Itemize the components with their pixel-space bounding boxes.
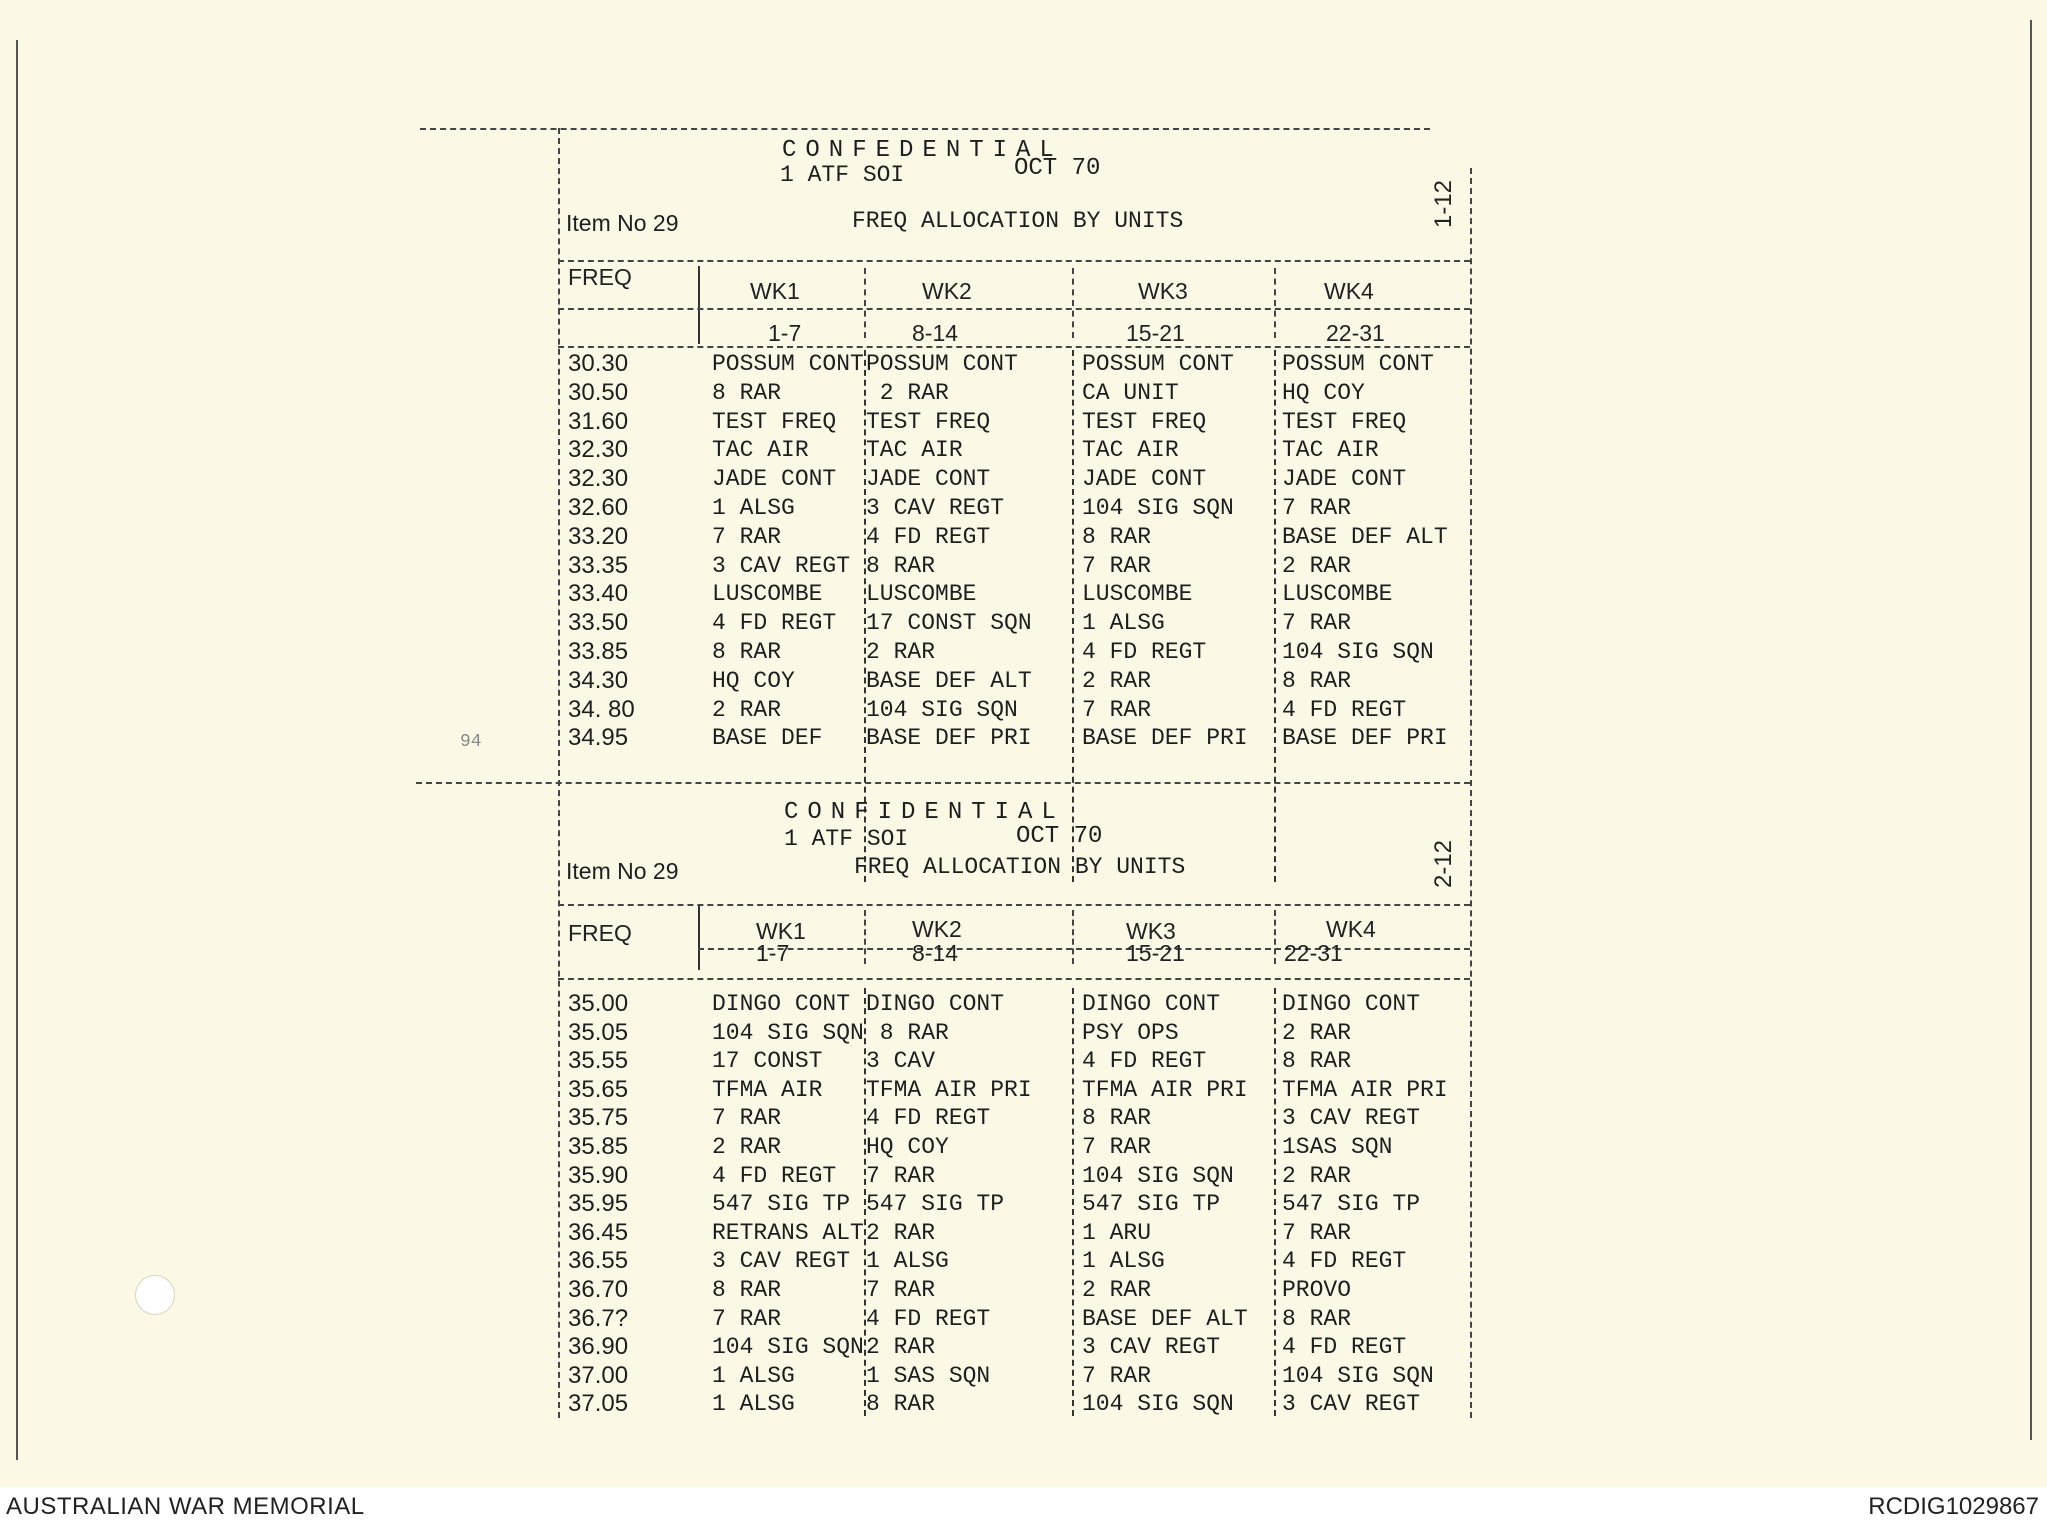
wk4-cell: 4 FD REGT: [1282, 696, 1407, 723]
freq-cell: 35.85: [568, 1133, 629, 1160]
col-divider-1: [698, 906, 700, 970]
wk3-cell: TAC AIR: [1082, 437, 1179, 464]
table-row: [420, 696, 1470, 725]
wk2-cell: 2 RAR: [866, 639, 936, 665]
freq-cell: 35.55: [568, 1047, 629, 1075]
freq-cell: 32.30: [568, 436, 629, 464]
wk3-cell: POSSUM CONT: [1082, 351, 1234, 377]
table-row: [420, 1162, 1470, 1191]
wk3-cell: 7 RAR: [1082, 696, 1152, 723]
wk4-cell: JADE CONT: [1282, 466, 1407, 493]
wk3-cell: 1 ALSG: [1082, 1248, 1165, 1275]
table-row: [420, 436, 1470, 465]
range-1: 1-7: [768, 320, 802, 346]
table-row: [420, 1247, 1470, 1276]
wk3-cell: LUSCOMBE: [1082, 581, 1193, 608]
wk2-cell: 547 SIG TP: [866, 1191, 1005, 1218]
range-2: 8-14: [912, 320, 959, 346]
wk3-cell: 7 RAR: [1082, 552, 1152, 579]
col-divider-2: [864, 268, 866, 338]
wk2-cell: 17 CONST SQN: [866, 610, 1032, 637]
wk3-cell: 1 ARU: [1082, 1219, 1152, 1246]
wk1-cell: TFMA AIR: [712, 1076, 823, 1103]
wk4-cell: 2 RAR: [1282, 1019, 1352, 1046]
table-row: [420, 1305, 1470, 1334]
col-divider-3: [1072, 268, 1074, 338]
wk3-cell: 104 SIG SQN: [1082, 1391, 1234, 1418]
date-label: OCT 70: [1014, 155, 1101, 182]
freq-cell: 36.90: [568, 1333, 629, 1361]
wk3-cell: BASE DEF ALT: [1082, 1305, 1248, 1332]
wk4-cell: TAC AIR: [1282, 437, 1379, 464]
wk1-cell: 1 ALSG: [712, 495, 795, 521]
week-4-header: WK4: [1326, 916, 1376, 942]
wk3-cell: 104 SIG SQN: [1082, 1162, 1234, 1189]
freq-column-header: FREQ: [568, 920, 632, 946]
wk3-cell: 4 FD REGT: [1082, 1048, 1207, 1075]
item-number: Item No 29: [566, 210, 679, 236]
wk4-cell: 1SAS SQN: [1282, 1134, 1393, 1160]
table-title: FREQ ALLOCATION BY UNITS: [852, 208, 1184, 234]
wk1-cell: 8 RAR: [712, 1277, 782, 1303]
punch-hole: [135, 1275, 175, 1315]
table-row: [420, 1190, 1470, 1219]
wk2-cell: 1 ALSG: [866, 1248, 949, 1275]
wk2-cell: HQ COY: [866, 1134, 949, 1160]
wk4-cell: 4 FD REGT: [1282, 1334, 1407, 1361]
wk1-cell: 104 SIG SQN: [712, 1334, 864, 1361]
range-4: 22-31: [1284, 940, 1343, 966]
freq-cell: 36.70: [568, 1276, 629, 1303]
table-row: [420, 523, 1470, 552]
freq-cell: 34.95: [568, 724, 629, 752]
wk3-cell: 2 RAR: [1082, 667, 1152, 694]
wk2-cell: 104 SIG SQN: [866, 696, 1018, 723]
wk1-cell: 17 CONST: [712, 1048, 823, 1075]
wk4-cell: 3 CAV REGT: [1282, 1105, 1421, 1132]
wk4-cell: 8 RAR: [1282, 1048, 1352, 1075]
wk3-cell: CA UNIT: [1082, 379, 1179, 406]
col-divider-4: [1274, 268, 1276, 338]
wk2-cell: 3 CAV REGT: [866, 495, 1005, 521]
wk2-cell: 4 FD REGT: [866, 1105, 991, 1132]
wk3-cell: JADE CONT: [1082, 466, 1207, 493]
classification-heading: CONFEDENTIAL: [782, 137, 1063, 164]
wk4-cell: 104 SIG SQN: [1282, 639, 1434, 665]
freq-cell: 33.35: [568, 551, 629, 579]
wk2-cell: LUSCOMBE: [866, 581, 977, 608]
table-row: [420, 1362, 1470, 1391]
wk1-cell: RETRANS ALT: [712, 1219, 864, 1246]
wk4-cell: 2 RAR: [1282, 1162, 1352, 1189]
table-row: [420, 494, 1470, 523]
wk3-cell: 7 RAR: [1082, 1134, 1152, 1160]
table-row: [420, 1133, 1470, 1162]
week-3-header: WK3: [1126, 918, 1176, 944]
table-row: [420, 1076, 1470, 1105]
wk3-cell: 547 SIG TP: [1082, 1191, 1221, 1218]
table-row: [420, 1276, 1470, 1305]
wk1-cell: 1 ALSG: [712, 1362, 795, 1389]
wk2-cell: 8 RAR: [866, 1019, 949, 1046]
wk4-cell: TFMA AIR PRI: [1282, 1076, 1448, 1103]
table-row: [420, 1333, 1470, 1362]
table-row: [420, 724, 1470, 753]
table-row: [420, 1219, 1470, 1248]
col-divider-4: [1274, 910, 1276, 964]
wk1-cell: 547 SIG TP: [712, 1191, 851, 1218]
wk4-cell: BASE DEF ALT: [1282, 523, 1448, 550]
classification-heading: CONFIDENTIAL: [784, 799, 1065, 826]
wk1-cell: 104 SIG SQN: [712, 1019, 864, 1046]
wk3-cell: 2 RAR: [1082, 1277, 1152, 1303]
range-1: 1-7: [756, 940, 790, 966]
soi-sheet: [420, 128, 1470, 1418]
week-3-header: WK3: [1138, 278, 1188, 304]
wk1-cell: 4 FD REGT: [712, 610, 837, 637]
wk2-cell: TAC AIR: [866, 437, 963, 464]
archive-footer: [0, 1487, 2047, 1522]
wk4-cell: 2 RAR: [1282, 552, 1352, 579]
header-rule-top: [558, 260, 1470, 262]
freq-cell: 37.05: [568, 1390, 629, 1418]
wk1-cell: 2 RAR: [712, 1134, 782, 1160]
freq-column-header: FREQ: [568, 264, 632, 290]
wk3-cell: BASE DEF PRI: [1082, 725, 1248, 752]
table-row: [420, 1019, 1470, 1048]
freq-cell: 35.65: [568, 1075, 629, 1103]
wk1-cell: 1 ALSG: [712, 1391, 795, 1418]
wk2-cell: TEST FREQ: [866, 408, 991, 435]
table-row: [420, 638, 1470, 667]
wk2-cell: TFMA AIR PRI: [866, 1076, 1032, 1103]
table-title: FREQ ALLOCATION BY UNITS: [854, 854, 1186, 880]
freq-cell: 33.85: [568, 638, 629, 665]
table-row: [420, 990, 1470, 1019]
week-2-header: WK2: [922, 278, 972, 304]
wk4-cell: HQ COY: [1282, 379, 1365, 406]
week-1-header: WK1: [750, 278, 800, 304]
page-number: 2-12: [1430, 839, 1458, 889]
left-edge-line: [16, 40, 18, 1460]
header-rule-mid: [698, 948, 1470, 950]
wk1-cell: 8 RAR: [712, 379, 782, 406]
wk3-cell: 3 CAV REGT: [1082, 1334, 1221, 1361]
freq-cell: 35.05: [568, 1018, 629, 1046]
wk4-cell: 547 SIG TP: [1282, 1191, 1421, 1218]
freq-cell: 34.30: [568, 666, 629, 694]
wk3-cell: TFMA AIR PRI: [1082, 1076, 1248, 1103]
wk4-cell: 8 RAR: [1282, 667, 1352, 694]
table-row: [420, 379, 1470, 408]
archive-reference: RCDIG1029867: [1868, 1493, 2039, 1520]
archive-name: AUSTRALIAN WAR MEMORIAL: [6, 1493, 365, 1520]
wk1-cell: BASE DEF: [712, 725, 823, 752]
date-label: OCT 70: [1016, 823, 1103, 850]
freq-cell: 33.20: [568, 522, 629, 550]
freq-cell: 34. 80: [568, 695, 635, 723]
table-row: [420, 1390, 1470, 1419]
col-divider-1: [698, 266, 700, 344]
wk2-cell: BASE DEF PRI: [866, 725, 1032, 752]
wk4-cell: TEST FREQ: [1282, 408, 1407, 435]
wk1-cell: 8 RAR: [712, 639, 782, 665]
wk2-cell: 8 RAR: [866, 1391, 936, 1418]
wk1-cell: HQ COY: [712, 667, 795, 694]
wk2-cell: BASE DEF ALT: [866, 667, 1032, 694]
wk1-cell: DINGO CONT: [712, 991, 851, 1017]
wk2-cell: POSSUM CONT: [866, 351, 1018, 377]
freq-cell: 31.60: [568, 407, 629, 435]
wk3-cell: DINGO CONT: [1082, 991, 1221, 1017]
wk3-cell: 8 RAR: [1082, 523, 1152, 550]
wk2-cell: DINGO CONT: [866, 991, 1005, 1017]
col-divider-3: [1072, 910, 1074, 964]
header-rule-mid: [558, 308, 1470, 310]
wk4-cell: POSSUM CONT: [1282, 351, 1434, 377]
table-row: [420, 465, 1470, 494]
right-border: [1470, 168, 1472, 1418]
freq-cell: 36.55: [568, 1247, 629, 1275]
wk4-cell: 7 RAR: [1282, 1219, 1352, 1246]
freq-cell: 30.30: [568, 350, 629, 377]
wk2-cell: 1 SAS SQN: [866, 1362, 991, 1389]
wk4-cell: 4 FD REGT: [1282, 1248, 1407, 1275]
freq-cell: 32.30: [568, 465, 629, 493]
wk2-cell: JADE CONT: [866, 466, 991, 493]
wk2-cell: 7 RAR: [866, 1162, 936, 1189]
header-rule-top: [558, 904, 1470, 906]
wk3-cell: 104 SIG SQN: [1082, 495, 1234, 521]
wk2-cell: 4 FD REGT: [866, 1305, 991, 1332]
wk1-cell: 3 CAV REGT: [712, 1248, 851, 1275]
wk1-cell: JADE CONT: [712, 466, 837, 493]
wk2-cell: 2 RAR: [866, 1219, 936, 1246]
wk4-cell: BASE DEF PRI: [1282, 725, 1448, 752]
table-row: [420, 609, 1470, 638]
section-separator: [416, 782, 1470, 784]
wk2-cell: 2 RAR: [866, 1334, 936, 1361]
soi-label: 1 ATF SOI: [780, 162, 905, 188]
week-1-header: WK1: [756, 918, 806, 944]
freq-cell: 35.75: [568, 1104, 629, 1132]
soi-label: 1 ATF SOI: [784, 826, 909, 852]
table-row: [420, 580, 1470, 609]
wk4-cell: DINGO CONT: [1282, 991, 1421, 1017]
week-4-header: WK4: [1324, 278, 1374, 304]
wk2-cell: 2 RAR: [866, 379, 949, 406]
wk1-cell: 3 CAV REGT: [712, 552, 851, 579]
wk2-cell: 7 RAR: [866, 1277, 936, 1303]
wk3-cell: 4 FD REGT: [1082, 639, 1207, 665]
header-rule-bottom: [558, 978, 1470, 980]
wk3-cell: PSY OPS: [1082, 1019, 1179, 1046]
wk4-cell: LUSCOMBE: [1282, 581, 1393, 608]
page-number: 1-12: [1430, 179, 1458, 229]
range-4: 22-31: [1326, 320, 1385, 346]
wk4-cell: 3 CAV REGT: [1282, 1391, 1421, 1418]
wk4-cell: 8 RAR: [1282, 1305, 1352, 1332]
freq-cell: 33.40: [568, 580, 629, 608]
freq-cell: 30.50: [568, 378, 629, 406]
freq-cell: 36.45: [568, 1218, 629, 1246]
wk1-cell: TAC AIR: [712, 437, 809, 464]
wk2-cell: 3 CAV: [866, 1048, 936, 1075]
freq-cell: 32.60: [568, 494, 629, 521]
table-row: [420, 667, 1470, 696]
wk2-cell: 8 RAR: [866, 552, 936, 579]
wk1-cell: 4 FD REGT: [712, 1162, 837, 1189]
wk1-cell: TEST FREQ: [712, 408, 837, 435]
wk1-cell: 7 RAR: [712, 1105, 782, 1132]
freq-cell: 35.90: [568, 1161, 629, 1189]
wk1-cell: POSSUM CONT: [712, 351, 864, 377]
item-number: Item No 29: [566, 858, 679, 884]
range-3: 15-21: [1126, 320, 1185, 346]
wk4-cell: 7 RAR: [1282, 495, 1352, 521]
table-row: [420, 552, 1470, 581]
top-border: [420, 128, 1430, 130]
wk3-cell: 1 ALSG: [1082, 610, 1165, 637]
margin-mark: 94: [460, 732, 482, 752]
wk2-cell: 4 FD REGT: [866, 523, 991, 550]
wk1-cell: 7 RAR: [712, 523, 782, 550]
wk1-cell: 2 RAR: [712, 696, 782, 723]
week-2-header: WK2: [912, 916, 962, 942]
wk4-cell: 7 RAR: [1282, 610, 1352, 637]
freq-cell: 35.95: [568, 1190, 629, 1218]
wk1-cell: 7 RAR: [712, 1305, 782, 1332]
table-row: [420, 1047, 1470, 1076]
right-edge-line: [2030, 20, 2032, 1440]
table-row: [420, 408, 1470, 437]
wk1-cell: LUSCOMBE: [712, 581, 823, 608]
freq-cell: 36.7?: [568, 1304, 629, 1332]
freq-cell: 35.00: [568, 990, 629, 1017]
header-rule-bottom: [558, 346, 1470, 348]
range-2: 8-14: [912, 940, 959, 966]
table-row: [420, 350, 1470, 379]
freq-cell: 33.50: [568, 609, 629, 637]
wk3-cell: 7 RAR: [1082, 1362, 1152, 1389]
wk3-cell: 8 RAR: [1082, 1105, 1152, 1132]
wk4-cell: PROVO: [1282, 1277, 1352, 1303]
table-row: [420, 1104, 1470, 1133]
freq-cell: 37.00: [568, 1361, 629, 1389]
wk4-cell: 104 SIG SQN: [1282, 1362, 1434, 1389]
range-3: 15-21: [1126, 940, 1185, 966]
col-divider-2: [864, 910, 866, 964]
wk3-cell: TEST FREQ: [1082, 408, 1207, 435]
